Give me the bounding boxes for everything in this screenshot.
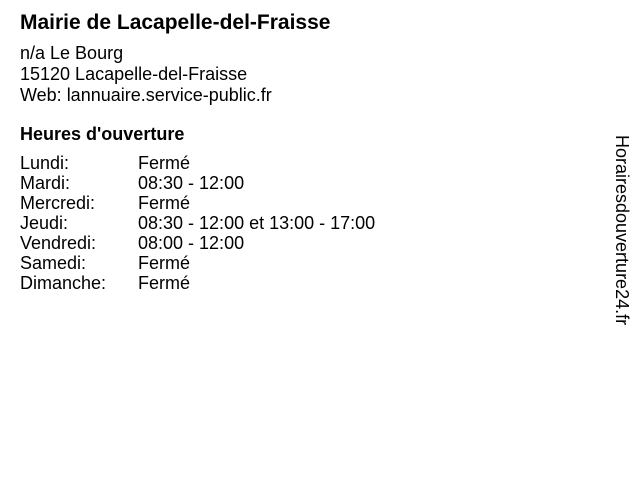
site-watermark: Horairesdouverture24.fr (612, 135, 632, 326)
hours-value: 08:00 - 12:00 (138, 233, 245, 253)
day-label: Samedi: (20, 253, 87, 273)
website-text: Web: lannuaire.service-public.fr (20, 85, 272, 105)
opening-hours-heading: Heures d'ouverture (20, 124, 185, 144)
day-label: Lundi: (20, 153, 70, 173)
address-city: 15120 Lacapelle-del-Fraisse (20, 64, 248, 84)
address-street: n/a Le Bourg (20, 43, 124, 63)
day-label: Mardi: (20, 173, 71, 193)
day-label: Mercredi: (20, 193, 96, 213)
hours-value: Fermé (138, 253, 191, 273)
hours-value: Fermé (138, 273, 191, 293)
hours-value: Fermé (138, 153, 191, 173)
hours-value: 08:30 - 12:00 (138, 173, 245, 193)
day-label: Vendredi: (20, 233, 97, 253)
day-label: Dimanche: (20, 273, 107, 293)
address-block (20, 43, 272, 106)
hours-value: 08:30 - 12:00 et 13:00 - 17:00 (138, 213, 376, 233)
day-label: Jeudi: (20, 213, 69, 233)
hours-value: Fermé (138, 193, 191, 213)
page-title: Mairie de Lacapelle-del-Fraisse (20, 11, 331, 34)
